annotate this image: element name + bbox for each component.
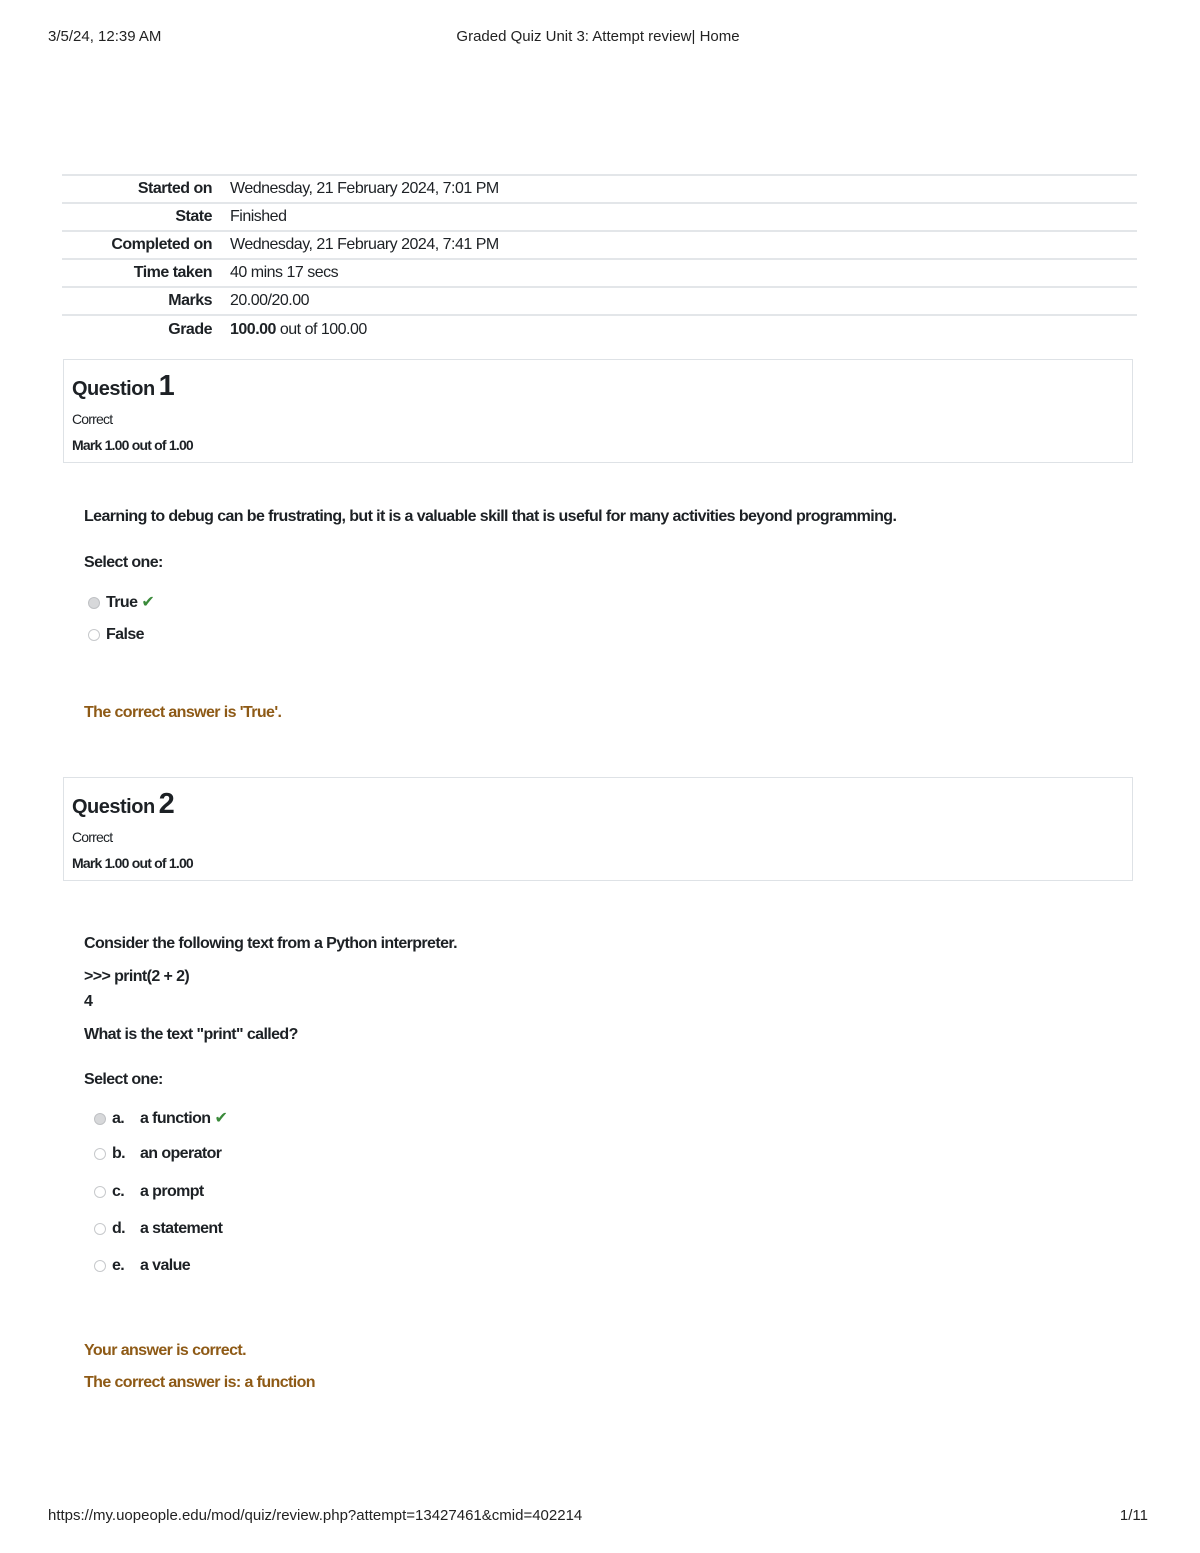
option-label: False — [106, 626, 144, 643]
summary-row — [62, 203, 1137, 231]
select-prompt: Select one: — [84, 554, 163, 571]
summary-label: Grade — [168, 320, 212, 338]
summary-label: Completed on — [111, 236, 212, 253]
option-label: a prompt — [140, 1183, 204, 1200]
check-icon: ✔ — [214, 1110, 228, 1127]
summary-row — [62, 315, 1137, 343]
option-letter: a. — [112, 1110, 125, 1127]
answer-option-true[interactable] — [88, 592, 154, 612]
radio-button-checked[interactable] — [94, 1113, 106, 1125]
question-text-line: What is the text "print" called? — [84, 1026, 298, 1043]
correct-answer-feedback: The correct answer is: a function — [84, 1374, 315, 1391]
question-number: 1 — [158, 370, 175, 402]
question-state: Correct — [72, 829, 113, 845]
option-label: True — [106, 594, 138, 611]
question-label: Question — [72, 378, 155, 400]
code-line: >>> print(2 + 2) — [84, 968, 190, 985]
check-icon: ✔ — [141, 594, 155, 611]
question-number: 2 — [158, 788, 175, 820]
summary-label: Marks — [168, 292, 212, 309]
general-feedback: Your answer is correct. — [84, 1342, 246, 1359]
answer-option-b[interactable] — [94, 1145, 221, 1163]
question-state: Correct — [72, 411, 113, 427]
code-output: 4 — [84, 993, 93, 1010]
question-label: Question — [72, 796, 155, 818]
answer-option-c[interactable] — [94, 1183, 204, 1201]
question-1-info — [63, 359, 1133, 463]
summary-row — [62, 175, 1137, 203]
option-label: a statement — [140, 1220, 223, 1237]
option-letter: d. — [112, 1220, 126, 1237]
summary-row — [62, 231, 1137, 259]
summary-row — [62, 259, 1137, 287]
summary-value: 40 mins 17 secs — [230, 264, 339, 281]
radio-button[interactable] — [94, 1148, 106, 1160]
print-datetime: 3/5/24, 12:39 AM — [48, 28, 162, 45]
question-2-info — [63, 777, 1133, 881]
grade-value: 100.00 — [230, 320, 276, 338]
print-page-number: 1/11 — [1119, 1507, 1148, 1524]
answer-option-a[interactable] — [94, 1108, 227, 1128]
grade-out-of: out of 100.00 — [275, 320, 367, 338]
radio-button[interactable] — [94, 1260, 106, 1272]
summary-label: State — [175, 208, 212, 225]
question-grade: Mark 1.00 out of 1.00 — [72, 855, 193, 871]
option-label: an operator — [140, 1145, 222, 1162]
question-text: Learning to debug can be frustrating, but it is a valuable skill that is useful for many activities beyond programming. — [84, 508, 897, 525]
question-title — [72, 788, 1124, 821]
summary-value — [228, 315, 1137, 343]
option-letter: c. — [112, 1183, 125, 1200]
option-letter: b. — [112, 1145, 126, 1162]
question-title — [72, 370, 1124, 403]
print-title: Graded Quiz Unit 3: Attempt review| Home — [456, 28, 740, 45]
radio-button-checked[interactable] — [88, 597, 100, 609]
summary-value: 20.00/20.00 — [230, 292, 310, 309]
option-letter: e. — [112, 1257, 125, 1274]
print-url: https://my.uopeople.edu/mod/quiz/review.php?attempt=13427461&cmid=402214 — [48, 1507, 583, 1524]
answer-option-e[interactable] — [94, 1257, 190, 1275]
correct-answer-feedback: The correct answer is 'True'. — [84, 704, 282, 721]
radio-button[interactable] — [94, 1223, 106, 1235]
radio-button[interactable] — [88, 629, 100, 641]
summary-row — [62, 287, 1137, 315]
print-header — [48, 28, 1148, 48]
question-text-line: Consider the following text from a Python interpreter. — [84, 935, 457, 952]
summary-label: Time taken — [133, 264, 212, 281]
summary-value: Finished — [230, 208, 287, 225]
option-label: a value — [140, 1257, 191, 1274]
select-prompt: Select one: — [84, 1071, 163, 1088]
answer-option-d[interactable] — [94, 1220, 222, 1238]
summary-value: Wednesday, 21 February 2024, 7:01 PM — [230, 180, 499, 197]
attempt-summary-table — [62, 174, 1137, 343]
summary-label: Started on — [137, 180, 212, 197]
answer-option-false[interactable] — [88, 626, 144, 644]
option-label: a function — [140, 1110, 211, 1127]
question-grade: Mark 1.00 out of 1.00 — [72, 437, 193, 453]
radio-button[interactable] — [94, 1186, 106, 1198]
summary-value: Wednesday, 21 February 2024, 7:41 PM — [230, 236, 499, 253]
print-footer — [48, 1507, 1148, 1527]
